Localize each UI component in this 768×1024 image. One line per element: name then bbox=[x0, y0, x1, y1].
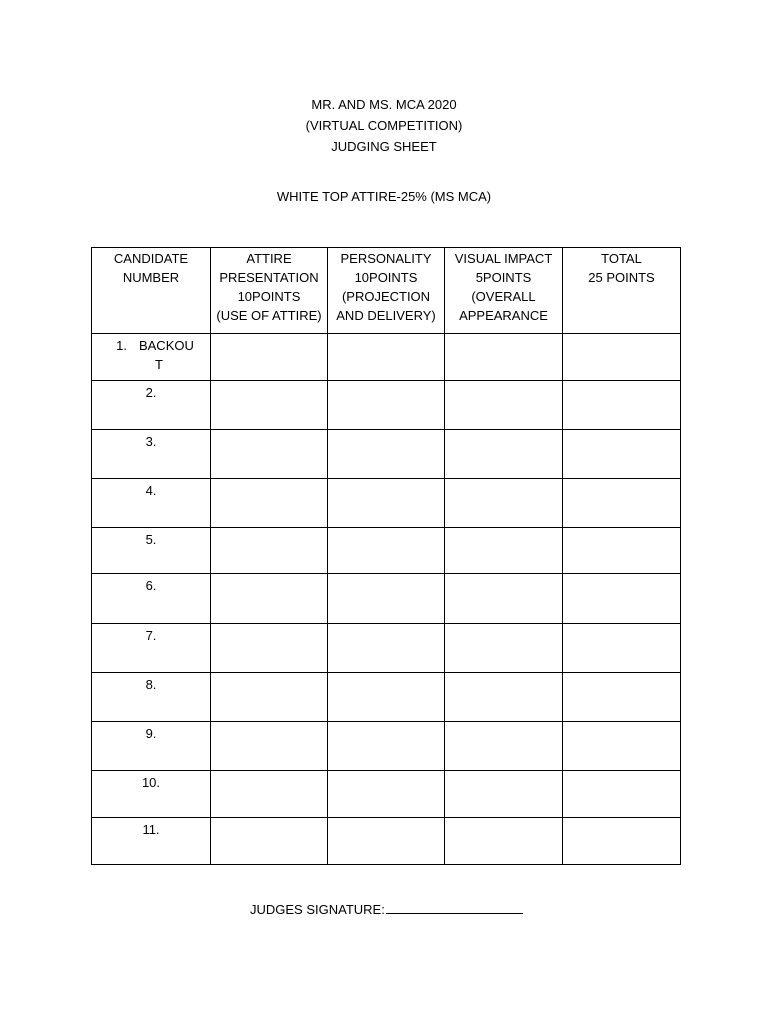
header-candidate-number: CANDIDATE NUMBER bbox=[92, 248, 211, 334]
personality-score-cell[interactable] bbox=[328, 771, 445, 818]
personality-score-cell[interactable] bbox=[328, 381, 445, 430]
visual-impact-score-cell[interactable] bbox=[445, 818, 563, 865]
total-score-cell[interactable] bbox=[563, 673, 681, 722]
visual-impact-score-cell[interactable] bbox=[445, 381, 563, 430]
visual-impact-score-cell[interactable] bbox=[445, 722, 563, 771]
table-row bbox=[92, 818, 681, 865]
candidate-number-cell: 6. bbox=[92, 574, 211, 624]
table-row bbox=[92, 430, 681, 479]
attire-score-cell[interactable] bbox=[211, 528, 328, 574]
attire-score-cell[interactable] bbox=[211, 818, 328, 865]
candidate-number: 1. bbox=[116, 338, 127, 353]
candidate-number-cell: 2. bbox=[92, 381, 211, 430]
total-score-cell[interactable] bbox=[563, 818, 681, 865]
visual-impact-score-cell[interactable] bbox=[445, 528, 563, 574]
visual-impact-score-cell[interactable] bbox=[445, 574, 563, 624]
attire-score-cell[interactable] bbox=[211, 771, 328, 818]
visual-impact-score-cell[interactable] bbox=[445, 479, 563, 528]
table-header-row bbox=[92, 248, 681, 334]
document-header bbox=[0, 94, 768, 157]
table-row bbox=[92, 673, 681, 722]
total-score-cell[interactable] bbox=[563, 334, 681, 381]
total-score-cell[interactable] bbox=[563, 771, 681, 818]
header-attire-presentation: ATTIRE PRESENTATION 10POINTS (USE OF ATTIRE) bbox=[211, 248, 328, 334]
total-score-cell[interactable] bbox=[563, 479, 681, 528]
table-row bbox=[92, 722, 681, 771]
visual-impact-score-cell[interactable] bbox=[445, 430, 563, 479]
category-title: WHITE TOP ATTIRE-25% (MS MCA) bbox=[276, 189, 492, 204]
candidate-number-cell bbox=[92, 334, 211, 381]
personality-score-cell[interactable] bbox=[328, 574, 445, 624]
candidate-number-cell: 8. bbox=[92, 673, 211, 722]
personality-score-cell[interactable] bbox=[328, 479, 445, 528]
candidate-number-cell: 10. bbox=[92, 771, 211, 818]
judging-table bbox=[91, 247, 681, 865]
attire-score-cell[interactable] bbox=[211, 479, 328, 528]
candidate-number-cell: 3. bbox=[92, 430, 211, 479]
table-row bbox=[92, 574, 681, 624]
attire-score-cell[interactable] bbox=[211, 722, 328, 771]
candidate-number-cell: 7. bbox=[92, 624, 211, 673]
candidate-number-cell: 5. bbox=[92, 528, 211, 574]
table-row bbox=[92, 334, 681, 381]
candidate-number-cell: 11. bbox=[92, 818, 211, 865]
visual-impact-score-cell[interactable] bbox=[445, 334, 563, 381]
personality-score-cell[interactable] bbox=[328, 673, 445, 722]
table-row bbox=[92, 381, 681, 430]
total-score-cell[interactable] bbox=[563, 574, 681, 624]
attire-score-cell[interactable] bbox=[211, 381, 328, 430]
total-score-cell[interactable] bbox=[563, 430, 681, 479]
attire-score-cell[interactable] bbox=[211, 574, 328, 624]
personality-score-cell[interactable] bbox=[328, 818, 445, 865]
candidate-number-cell: 9. bbox=[92, 722, 211, 771]
table-row bbox=[92, 771, 681, 818]
visual-impact-score-cell[interactable] bbox=[445, 624, 563, 673]
candidate-note-continued: T bbox=[155, 357, 163, 372]
table-row bbox=[92, 479, 681, 528]
visual-impact-score-cell[interactable] bbox=[445, 771, 563, 818]
candidate-note: BACKOU bbox=[138, 338, 194, 353]
total-score-cell[interactable] bbox=[563, 381, 681, 430]
signature-label: JUDGES SIGNATURE: bbox=[250, 902, 385, 917]
sheet-title: JUDGING SHEET bbox=[331, 139, 437, 154]
table-row bbox=[92, 528, 681, 574]
personality-score-cell[interactable] bbox=[328, 430, 445, 479]
personality-score-cell[interactable] bbox=[328, 334, 445, 381]
personality-score-cell[interactable] bbox=[328, 624, 445, 673]
header-personality: PERSONALITY 10POINTS (PROJECTION AND DELIVERY) bbox=[328, 248, 445, 334]
attire-score-cell[interactable] bbox=[211, 673, 328, 722]
personality-score-cell[interactable] bbox=[328, 528, 445, 574]
attire-score-cell[interactable] bbox=[211, 624, 328, 673]
total-score-cell[interactable] bbox=[563, 624, 681, 673]
visual-impact-score-cell[interactable] bbox=[445, 673, 563, 722]
attire-score-cell[interactable] bbox=[211, 430, 328, 479]
signature-line[interactable] bbox=[386, 898, 523, 914]
header-total: TOTAL 25 POINTS bbox=[563, 248, 681, 334]
total-score-cell[interactable] bbox=[563, 528, 681, 574]
table-row bbox=[92, 624, 681, 673]
total-score-cell[interactable] bbox=[563, 722, 681, 771]
header-visual-impact: VISUAL IMPACT 5POINTS (OVERALL APPEARANCE bbox=[445, 248, 563, 334]
candidate-number-cell: 4. bbox=[92, 479, 211, 528]
attire-score-cell[interactable] bbox=[211, 334, 328, 381]
personality-score-cell[interactable] bbox=[328, 722, 445, 771]
event-title: MR. AND MS. MCA 2020 bbox=[311, 97, 457, 112]
judges-signature bbox=[250, 898, 523, 920]
event-subtitle: (VIRTUAL COMPETITION) bbox=[305, 118, 463, 133]
